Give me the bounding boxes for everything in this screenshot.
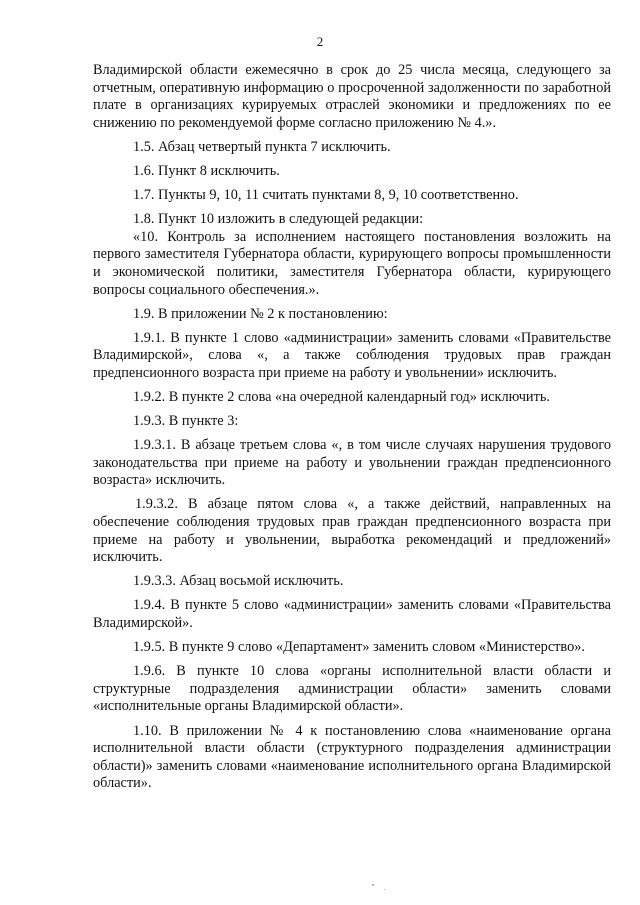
paragraph-1-9-3-2: 1.9.3.2. В абзаце пятом слова «, а также действий, направленных на обеспечение соблюдения трудовых прав граждан предпенсионного возраста при приеме на работу и увольнении, выработка рекомендаций и предложений» исключить. bbox=[93, 496, 611, 566]
paragraph-1-9-3-3: 1.9.3.3. Абзац восьмой исключить. bbox=[133, 573, 344, 590]
paragraph-1-8: 1.8. Пункт 10 изложить в следующей редакции: bbox=[133, 211, 424, 228]
paragraph-1-5: 1.5. Абзац четвертый пункта 7 исключить. bbox=[133, 138, 391, 155]
paragraph-1-9-3-1: 1.9.3.1. В абзаце третьем слова «, в том числе случаях нарушения трудового законодательства при приеме на работу и увольнении граждан предпенсионного возраста» исключить. bbox=[93, 437, 611, 489]
paragraph-continuation: Владимирской области ежемесячно в срок до 25 числа месяца, следующего за отчетным, оперативную информацию о просроченной задолженности по заработной плате в организациях курируемых отраслей экономики и предложениях по ее снижению по рекомендуемой форме согласно приложению № 4.». bbox=[93, 62, 611, 131]
paragraph-1-9-5: 1.9.5. В пункте 9 слово «Департамент» заменить словом «Министерство». bbox=[133, 639, 585, 656]
paragraph-1-9-4: 1.9.4. В пункте 5 слово «администрации» заменить словами «Правительства Владимирской». bbox=[93, 597, 611, 632]
page-number: 2 bbox=[316, 34, 324, 49]
paragraph-1-9-1: 1.9.1. В пункте 1 слово «администрации» заменить словами «Правительстве Владимирской», слова «, а также соблюдения трудовых прав граждан предпенсионного возраста при приеме на работу и увольнении» исключить. bbox=[93, 329, 611, 381]
paragraph-1-9-2: 1.9.2. В пункте 2 слова «на очередной календарный год» исключить. bbox=[133, 389, 550, 405]
paragraph-1-10: 1.10. В приложении № 4 к постановлению слова «наименование органа исполнительной власти области (структурного подразделения администрации области)» заменить словами «наименование исполнительного органа Владимирской области». bbox=[93, 722, 611, 792]
document-body bbox=[93, 62, 611, 793]
paragraph-1-9-3: 1.9.3. В пункте 3: bbox=[133, 413, 239, 430]
paragraph-1-8-quote: «10. Контроль за исполнением настоящего постановления возложить на первого заместителя Губернатора области, курирующего вопросы промышленности и экономической политики, заместителя Губернатора области, курирующего вопросы социального обеспечения.». bbox=[93, 228, 611, 298]
paragraph-1-9-6: 1.9.6. В пункте 10 слова «органы исполнительной власти области и структурные подразделения администрации области» заменить словами «исполнительные органы Владимирской области». bbox=[93, 663, 611, 715]
paragraph-1-6: 1.6. Пункт 8 исключить. bbox=[133, 162, 280, 179]
scan-speck bbox=[384, 889, 385, 890]
paragraph-1-9: 1.9. В приложении № 2 к постановлению: bbox=[133, 305, 388, 322]
paragraph-1-7: 1.7. Пункты 9, 10, 11 считать пунктами 8, 9, 10 соответственно. bbox=[133, 187, 519, 204]
scan-speck bbox=[372, 884, 374, 886]
